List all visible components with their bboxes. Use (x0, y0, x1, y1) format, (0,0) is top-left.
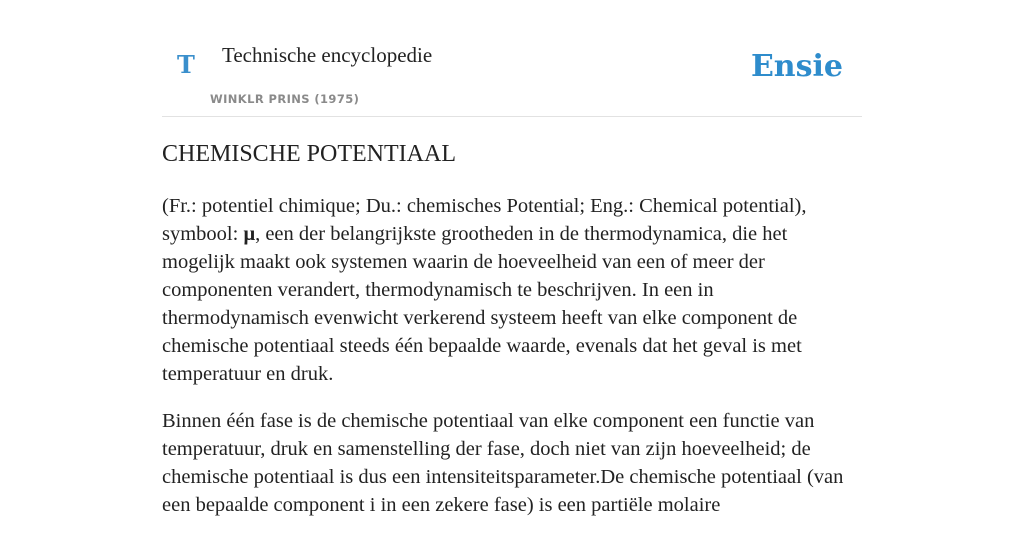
article-title: CHEMISCHE POTENTIAAL (162, 141, 456, 167)
brand-logo[interactable]: Ensie (750, 49, 843, 84)
paragraph-1-rest: , een der belangrijkste grootheden in de thermodynamica, die het mogelijk maakt ook systemen waarin de hoeveelheid van een of meer der componenten verandert, thermodynamisch te beschrijven. In een in thermodynamisch evenwicht verkerend systeem heeft van elke component de chemische potentiaal steeds één bepaalde waarde, evenals dat het geval is met temperatuur en druk. (162, 223, 802, 385)
paragraph-2: Binnen één fase is de chemische potentiaal van elke component een functie van temperatuur, druk en samenstelling der fase, doch niet van zijn hoeveelheid; de chemische potentiaal is dus een intensiteitsparameter.De chemische potentiaal (van een bepaalde component i in een zekere fase) is een partiële molaire (162, 410, 844, 516)
page (162, 0, 862, 516)
article-body (162, 192, 862, 538)
paragraph-1-intro: (Fr.: potentiel chimique; Du.: chemisches Potential; Eng.: Chemical potential), symbool: (162, 195, 807, 245)
publication-subtitle: WINKLR PRINS (1975) (210, 92, 360, 106)
paragraph-1 (162, 192, 862, 388)
publication-title[interactable]: Technische encyclopedie (222, 43, 433, 67)
publication-logo[interactable]: T (177, 50, 195, 79)
symbol-mu: μ (243, 223, 256, 245)
site-header (162, 0, 862, 117)
